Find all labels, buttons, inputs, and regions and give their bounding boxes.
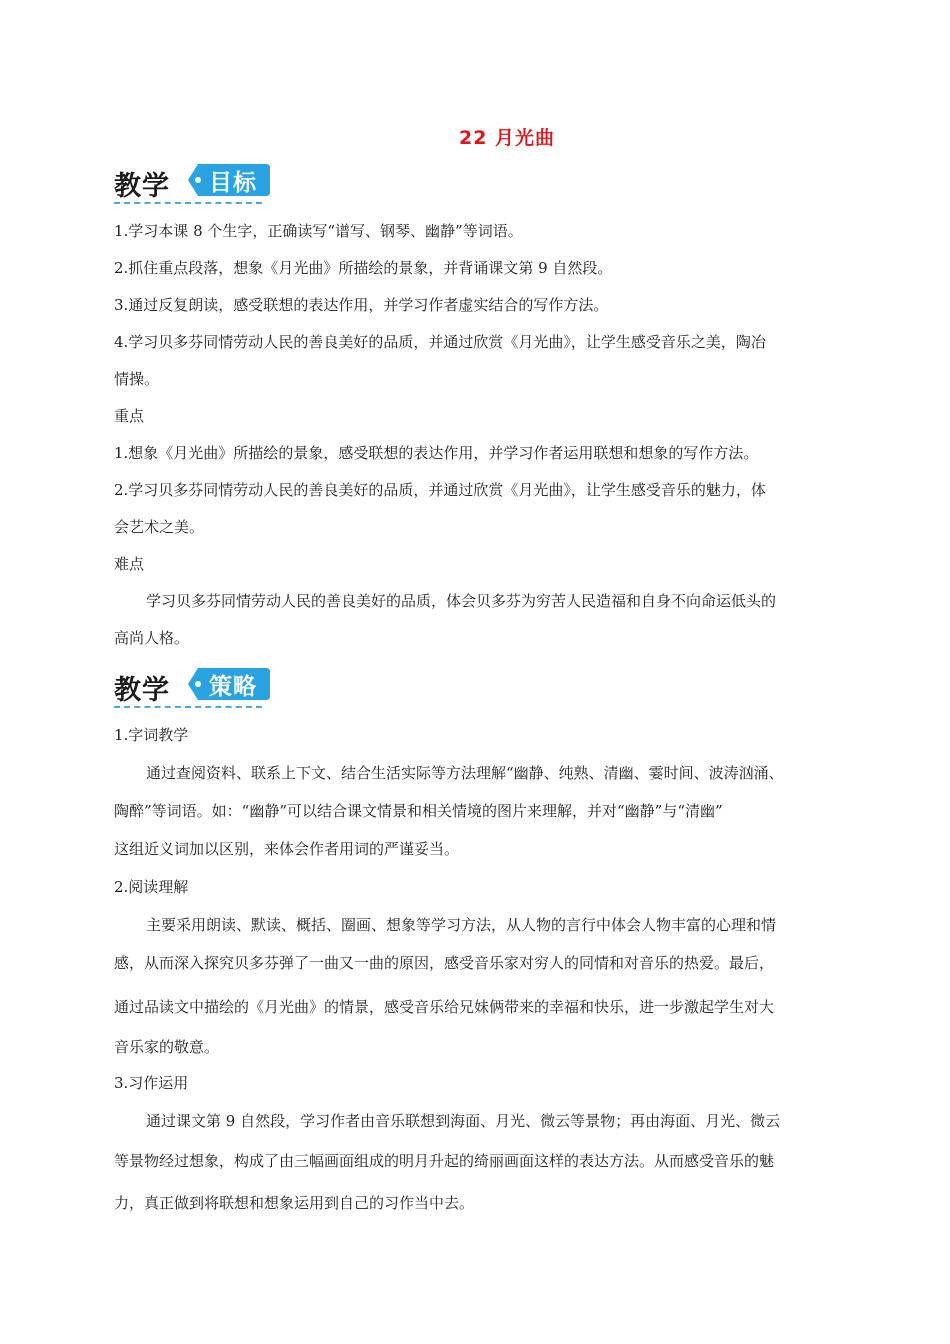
lesson-title: 22 月光曲 bbox=[458, 127, 556, 149]
goal-item-3: 3.通过反复朗读，感受联想的表达作用，并学习作者虚实结合的写作方法。 bbox=[114, 296, 609, 314]
banner-main-text: 教学 bbox=[114, 675, 170, 706]
banner-main-text: 教学 bbox=[114, 171, 170, 202]
strategy-p1-line3: 这组近义词加以区别，来体会作者用词的严谨妥当。 bbox=[114, 840, 460, 858]
banner-tag-text: 目标 bbox=[209, 170, 257, 196]
key-point-2-line1: 2.学习贝多芬同情劳动人民的善良美好的品质，并通过欣赏《月光曲》，让学生感受音乐的魅力，体 bbox=[114, 481, 766, 499]
strategy-p2-line1: 主要采用朗读、默读、概括、圈画、想象等学习方法，从人物的言行中体会人物丰富的心理和情 bbox=[146, 916, 777, 934]
strategy-heading-2: 2.阅读理解 bbox=[114, 878, 189, 896]
goal-item-4-line2: 情操。 bbox=[114, 370, 160, 388]
goal-item-1: 1.学习本课 8 个生字，正确读写“谱写、钢琴、幽静”等词语。 bbox=[114, 222, 523, 240]
strategy-p2-line3: 通过品读文中描绘的《月光曲》的情景，感受音乐给兄妹俩带来的幸福和快乐，进一步激起学生对大 bbox=[114, 998, 775, 1016]
strategy-p2-line2: 感，从而深入探究贝多芬弹了一曲又一曲的原因，感受音乐家对穷人的同情和对音乐的热爱。最后， bbox=[114, 954, 775, 972]
strategy-heading-3: 3.习作运用 bbox=[114, 1074, 189, 1092]
goal-item-4-line1: 4.学习贝多芬同情劳动人民的善良美好的品质，并通过欣赏《月光曲》，让学生感受音乐之美，陶冶 bbox=[114, 333, 766, 351]
strategy-heading-1: 1.字词教学 bbox=[114, 726, 189, 744]
strategy-p3-line3: 力，真正做到将联想和想象运用到自己的习作当中去。 bbox=[114, 1194, 475, 1212]
strategy-p3-line2: 等景物经过想象，构成了由三幅画面组成的明月升起的绮丽画面这样的表达方法。从而感受音乐的魅 bbox=[114, 1152, 775, 1170]
goal-item-2: 2.抓住重点段落，想象《月光曲》所描绘的景象，并背诵课文第 9 自然段。 bbox=[114, 259, 613, 277]
banner-tag bbox=[186, 666, 270, 700]
strategy-p2-line4: 音乐家的敬意。 bbox=[114, 1038, 220, 1056]
strategy-p1-line2: 陶醉”等词语。如：“幽静”可以结合课文情景和相关情境的图片来理解，并对“幽静”与“清幽” bbox=[114, 802, 723, 820]
strategy-section-banner bbox=[114, 664, 264, 712]
key-points-label: 重点 bbox=[114, 407, 145, 425]
banner-tag bbox=[186, 162, 270, 196]
strategy-p3-line1: 通过课文第 9 自然段，学习作者由音乐联想到海面、月光、微云等景物；再由海面、月光、微云 bbox=[146, 1112, 781, 1130]
banner-divider bbox=[114, 706, 262, 708]
key-point-2-line2: 会艺术之美。 bbox=[114, 518, 205, 536]
banner-tag-text: 策略 bbox=[209, 674, 257, 700]
key-point-1: 1.想象《月光曲》所描绘的景象，感受联想的表达作用，并学习作者运用联想和想象的写作方法。 bbox=[114, 444, 759, 462]
difficulty-line1: 学习贝多芬同情劳动人民的善良美好的品质，体会贝多芬为穷苦人民造福和自身不向命运低头的 bbox=[146, 592, 777, 610]
strategy-p1-line1: 通过查阅资料、联系上下文、结合生活实际等方法理解“幽静、纯熟、清幽、霎时间、波涛汹涌、 bbox=[146, 764, 784, 782]
difficulty-line2: 高尚人格。 bbox=[114, 629, 190, 647]
goals-section-banner bbox=[114, 160, 264, 208]
banner-divider bbox=[114, 202, 262, 204]
difficulty-label: 难点 bbox=[114, 555, 145, 573]
